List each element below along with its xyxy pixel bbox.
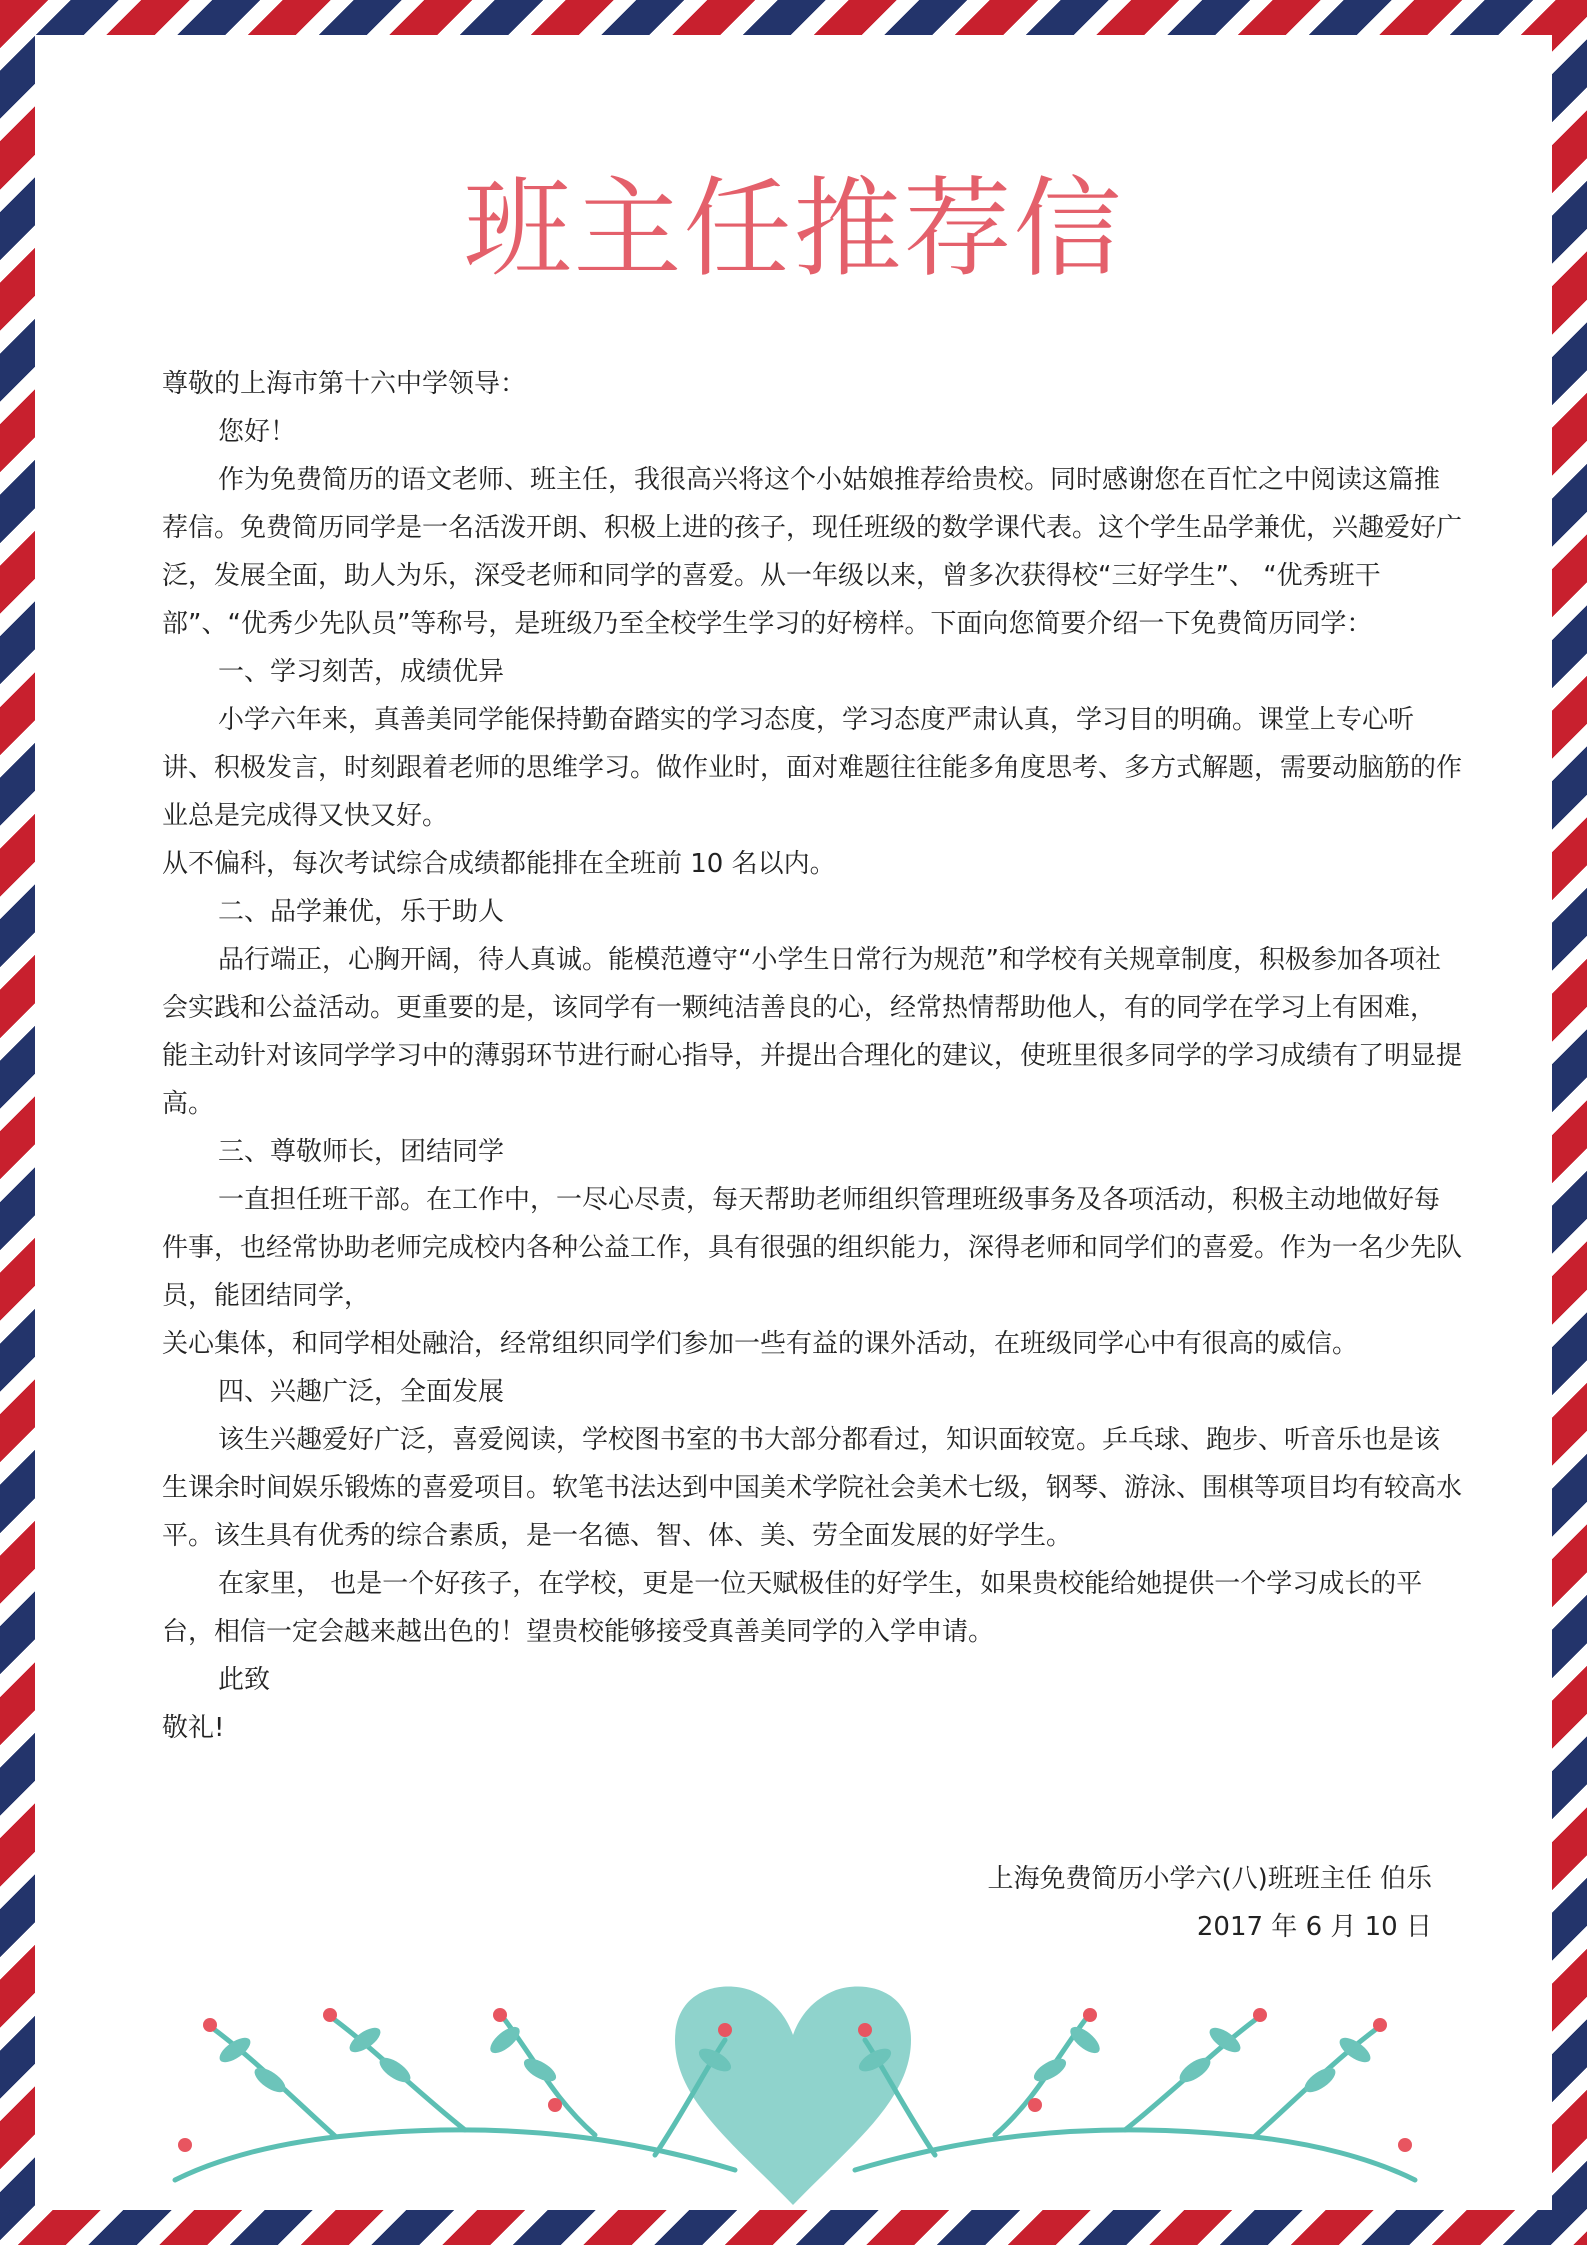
intro-paragraph: 作为免费简历的语文老师、班主任，我很高兴将这个小姑娘推荐给贵校。同时感谢您在百忙之中阅读这篇推荐信。免费简历同学是一名活泼开朗、积极上进的孩子，现任班级的数学课代表。这个学生品学兼优，兴趣爱好广泛，发展全面，助人为乐，深受老师和同学的喜爱。从一年级以来，曾多次获得校“三好学生”、 “优秀班干部”、“优秀少先队员”等称号，是班级乃至全校学生学习的好榜样。下面向您简要介绍一下免费简历同学：: [162, 465, 1463, 639]
letter-body: [162, 360, 1462, 1752]
letter-paper: [35, 35, 1552, 2210]
section-paragraph-4: 该生兴趣爱好广泛，喜爱阅读，学校图书室的书大部分都看过，知识面较宽。乒乓球、跑步、听音乐也是该生课余时间娱乐锻炼的喜爱项目。软笔书法达到中国美术学院社会美术七级，钢琴、游泳、围棋等项目均有较高水平。该生具有优秀的综合素质，是一名德、智、体、美、劳全面发展的好学生。: [162, 1425, 1463, 1551]
section-paragraph-2b: 能主动针对该同学学习中的薄弱环节进行耐心指导，并提出合理化的建议，使班里很多同学的学习成绩有了明显提高。: [162, 1041, 1463, 1119]
section-paragraph-3: 一直担任班干部。在工作中，一尽心尽责，每天帮助老师组织管理班级事务及各项活动，积极主动地做好每件事，也经常协助老师完成校内各种公益工作，具有很强的组织能力，深得老师和同学们的喜爱。作为一名少先队员，能团结同学，: [162, 1185, 1463, 1311]
page-title: 班主任推荐信: [463, 167, 1124, 292]
section-paragraph-2: 品行端正，心胸开阔，待人真诚。能模范遵守“小学生日常行为规范”和学校有关规章制度，积极参加各项社会实践和公益活动。更重要的是，该同学有一颗纯洁善良的心，经常热情帮助他人，有的同学在学习上有困难，: [162, 945, 1441, 1023]
section-heading-2: 二、品学兼优，乐于助人: [218, 897, 505, 927]
closing-paragraph: 在家里， 也是一个好孩子，在学校，更是一位天赋极佳的好学生，如果贵校能给她提供一个学习成长的平台，相信一定会越来越出色的！望贵校能够接受真善美同学的入学申请。: [162, 1569, 1423, 1647]
date: 2017 年 6 月 10 日: [1196, 1912, 1432, 1942]
section-heading-3: 三、尊敬师长，团结同学: [218, 1137, 505, 1167]
floral-decoration: [35, 1930, 1552, 2210]
heart-icon: [675, 1987, 911, 2205]
closing-ci-zhi: 此致: [218, 1665, 271, 1695]
section-paragraph-1b: 从不偏科，每次考试综合成绩都能排在全班前 10 名以内。: [162, 849, 836, 879]
salutation: 尊敬的上海市第十六中学领导：: [162, 369, 527, 399]
section-heading-1: 一、学习刻苦，成绩优异: [218, 657, 505, 687]
section-paragraph-1: 小学六年来，真善美同学能保持勤奋踏实的学习态度，学习态度严肃认真，学习目的明确。课堂上专心听讲、积极发言，时刻跟着老师的思维学习。做作业时，面对难题往往能多角度思考、多方式解题，需要动脑筋的作业总是完成得又快又好。: [162, 705, 1463, 831]
branch-right-icon: [855, 2020, 1415, 2180]
signature: 上海免费简历小学六(八)班班主任 伯乐: [987, 1864, 1432, 1894]
section-heading-4: 四、兴趣广泛，全面发展: [218, 1377, 505, 1407]
greeting: 您好！: [218, 417, 297, 447]
section-paragraph-3b: 关心集体，和同学相处融洽，经常组织同学们参加一些有益的课外活动，在班级同学心中有很高的威信。: [162, 1329, 1359, 1359]
closing-jing-li: 敬礼!: [162, 1713, 225, 1743]
branch-left-icon: [175, 2020, 735, 2180]
